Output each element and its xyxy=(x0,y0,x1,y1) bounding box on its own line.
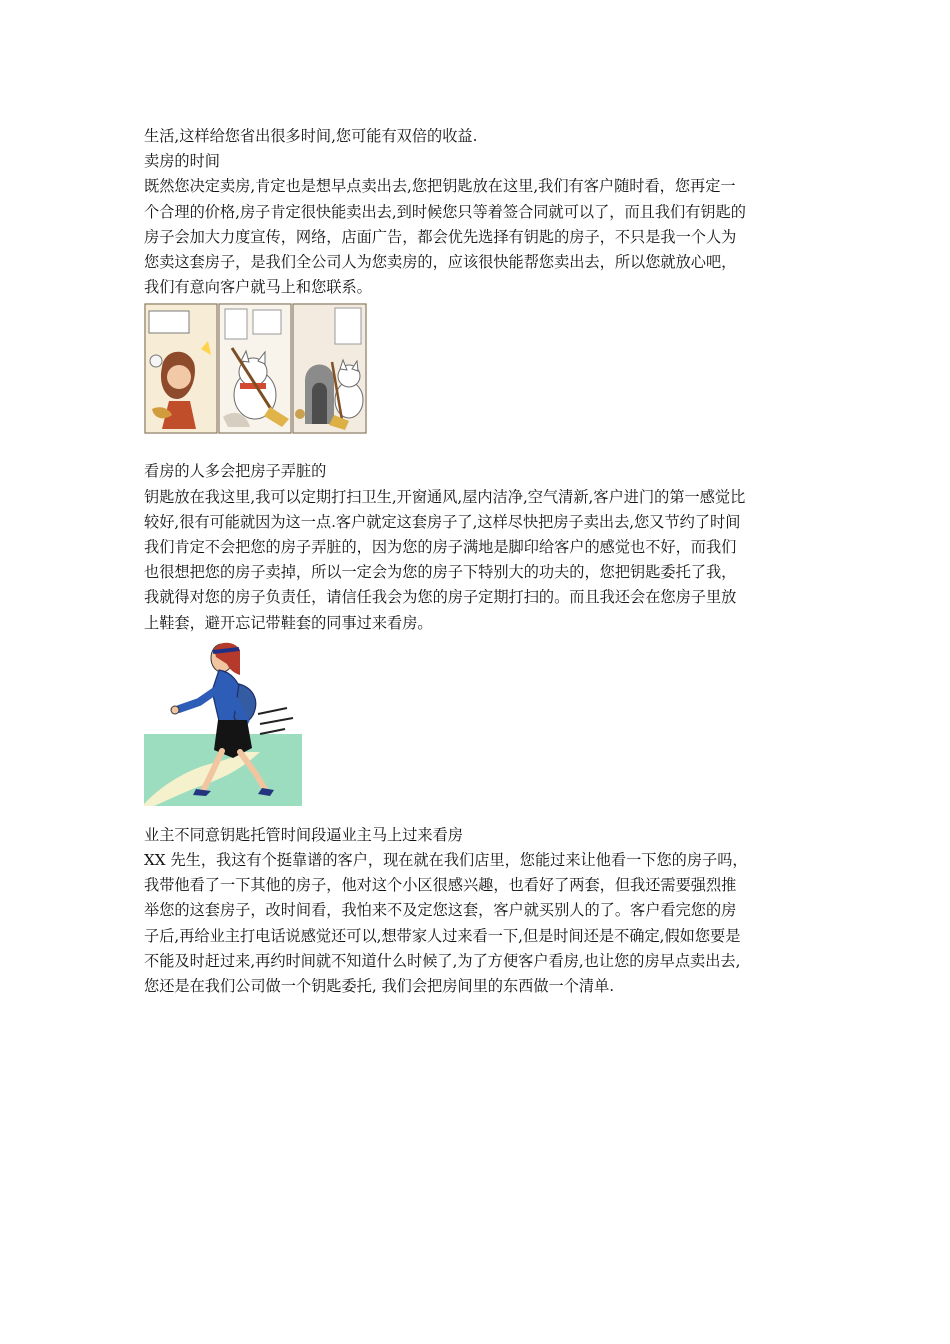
sell-time-line: 您卖这套房子，是我们全公司人为您卖房的，应该很快能帮您卖出去，所以您就放心吧， xyxy=(144,253,737,272)
disagree-line: XX 先生，我这有个挺靠谱的客户，现在就在我们店里，您能过来让他看一下您的房子吗， xyxy=(144,851,748,870)
dirty-line: 上鞋套，避开忘记带鞋套的同事过来看房。 xyxy=(144,613,433,632)
manga-panel-3 xyxy=(293,304,366,433)
heading-disagree: 业主不同意钥匙托管时间段逼业主马上过来看房 xyxy=(144,825,463,844)
disagree-line: 不能及时赶过来,再约时间就不知道什么时候了,为了方便客户看房,也让您的房早点卖出去, xyxy=(144,951,741,970)
heading-dirty: 看房的人多会把房子弄脏的 xyxy=(144,462,327,481)
sell-time-line: 个合理的价格,房子肯定很快能卖出去,到时候您只等着签合同就可以了，而且我们有钥匙的 xyxy=(144,202,746,221)
sell-time-line: 我们有意向客户就马上和您联系。 xyxy=(144,278,372,297)
sell-time-line: 房子会加大力度宣传，网络，店面广告，都会优先选择有钥匙的房子，不只是我一个人为 xyxy=(144,227,737,246)
disagree-line: 子后,再给业主打电话说感觉还可以,想带家人过来看一下,但是时间还是不确定,假如您要是 xyxy=(144,926,741,945)
dirty-line: 我们肯定不会把您的房子弄脏的，因为您的房子满地是脚印给客户的感觉也不好，而我们 xyxy=(144,538,737,557)
heading-sell-time: 卖房的时间 xyxy=(144,152,220,171)
intro-end-line: 生活,这样给您省出很多时间,您可能有双倍的收益. xyxy=(144,127,478,145)
dirty-line: 也很想把您的房子卖掉，所以一定会为您的房子下特别大的功夫的，您把钥匙委托了我， xyxy=(144,563,737,582)
disagree-line: 我带他看了一下其他的房子，他对这个小区很感兴趣，也看好了两套，但我还需要强烈推 xyxy=(144,876,737,895)
disagree-line: 举您的这套房子，改时间看，我怕来不及定您这套，客户就买别人的了。客户看完您的房 xyxy=(144,901,737,920)
dirty-line: 较好,很有可能就因为这一点.客户就定这套房子了,这样尽快把房子卖出去,您又节约了时间 xyxy=(144,512,741,531)
manga-illustration-image xyxy=(144,303,367,434)
manga-panel-1 xyxy=(145,304,217,433)
manga-panel-2 xyxy=(219,304,291,433)
dirty-line: 我就得对您的房子负责任，请信任我会为您的房子定期打扫的。而且我还会在您房子里放 xyxy=(144,588,737,607)
document-content xyxy=(144,124,810,999)
dirty-line: 钥匙放在我这里,我可以定期打扫卫生,开窗通风,屋内洁净,空气清新,客户进门的第一感觉比 xyxy=(144,487,746,506)
disagree-line: 您还是在我们公司做一个钥匙委托, 我们会把房间里的东西做一个清单. xyxy=(144,977,615,996)
running-woman-image xyxy=(144,638,302,806)
sell-time-line: 既然您决定卖房,肯定也是想早点卖出去,您把钥匙放在这里,我们有客户随时看，您再定一 xyxy=(144,177,736,196)
